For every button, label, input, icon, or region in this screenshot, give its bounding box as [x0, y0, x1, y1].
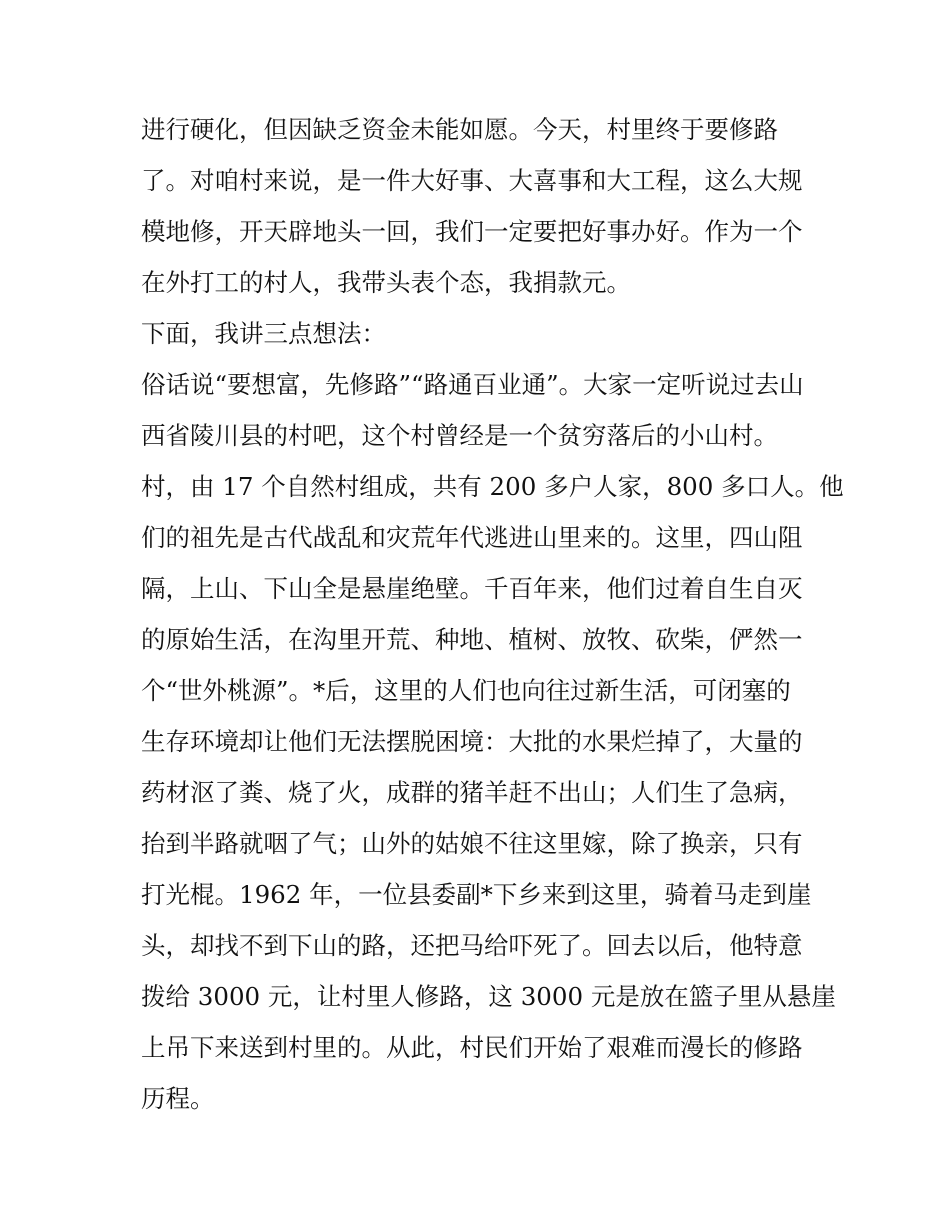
text-line: 们的祖先是古代战乱和灾荒年代逃进山里来的。这里，四山阻: [141, 523, 803, 552]
text-line: 村，由 17 个自然村组成，共有 200 多户人家，800 多口人。他: [141, 472, 844, 501]
text-line: 打光棍。1962 年，一位县委副*下乡来到这里，骑着马走到崖: [141, 880, 812, 909]
text-line: 上吊下来送到村里的。从此，村民们开始了艰难而漫长的修路: [141, 1033, 803, 1062]
text-line: 头，却找不到下山的路，还把马给吓死了。回去以后，他特意: [141, 931, 803, 960]
text-line: 抬到半路就咽了气；山外的姑娘不往这里嫁，除了换亲，只有: [141, 829, 803, 858]
text-line: 在外打工的村人，我带头表个态，我捐款元。: [141, 268, 631, 297]
text-line: 了。对咱村来说，是一件大好事、大喜事和大工程，这么大规: [141, 166, 803, 195]
text-line: 模地修，开天辟地头一回，我们一定要把好事办好。作为一个: [141, 217, 803, 246]
body-text: [141, 104, 844, 1124]
text-line: 西省陵川县的村吧，这个村曾经是一个贫穷落后的小山村。: [141, 421, 778, 450]
text-line: 的原始生活，在沟里开荒、种地、植树、放牧、砍柴，俨然一: [141, 625, 803, 654]
text-line: 生存环境却让他们无法摆脱困境：大批的水果烂掉了，大量的: [141, 727, 803, 756]
text-line: 历程。: [141, 1084, 215, 1113]
text-line: 拨给 3000 元，让村里人修路，这 3000 元是放在篮子里从悬崖: [141, 982, 836, 1011]
text-line: 药材沤了粪、烧了火，成群的猪羊赶不出山；人们生了急病，: [141, 778, 803, 807]
text-line: 隔，上山、下山全是悬崖绝壁。千百年来，他们过着自生自灭: [141, 574, 803, 603]
text-line: 个“世外桃源”。*后，这里的人们也向往过新生活，可闭塞的: [141, 676, 791, 705]
text-line: 进行硬化，但因缺乏资金未能如愿。今天，村里终于要修路: [141, 115, 778, 144]
text-line: 俗话说“要想富，先修路”“路通百业通”。大家一定听说过去山: [141, 370, 804, 399]
text-line: 下面，我讲三点想法：: [141, 319, 386, 348]
